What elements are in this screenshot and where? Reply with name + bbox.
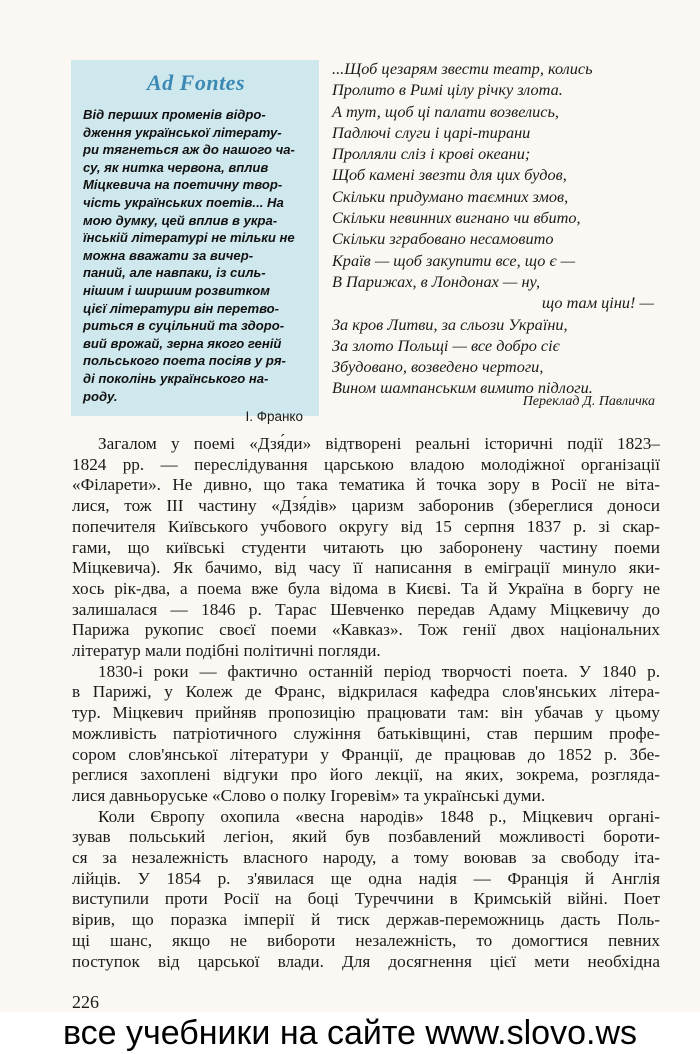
poem-line: Скільки зграбовано несамовито — [332, 229, 554, 249]
sidebar-quote-line: ді поколінь українського на- — [83, 370, 269, 386]
sidebar-quote-line: риться в суцільний та здоро- — [83, 318, 285, 334]
poem-line: Вином шампанським вимито підлоги. — [332, 378, 593, 398]
body-line: хось рік-два, а поема вже була відома в Києві. Та й Україна в боргу не — [72, 578, 660, 598]
body-line: лися давньоруське «Слово о полку Ігоревім» та українські думи. — [72, 785, 546, 805]
ad-fontes-sidebar — [71, 60, 319, 425]
body-line: сором слов'янської літератури у Франції, де працював до 1852 р. Збе- — [72, 744, 660, 764]
body-line: вірив, що поразка імперії й тиск держав-переможниць дасть Поль- — [72, 910, 660, 930]
sidebar-quote-line: чість українських поетів... На — [83, 194, 284, 210]
sidebar-quote-line: нішим і ширшим розвитком — [83, 282, 270, 298]
poem-line: Скільки придумано таємних змов, — [332, 186, 569, 206]
poem-line: що там ціни! — — [541, 293, 654, 313]
poem-line: А тут, щоб ці палати возвелись, — [332, 101, 559, 121]
poem-line: В Парижах, в Лондонах — ну, — [332, 271, 541, 291]
poem-excerpt — [332, 58, 662, 399]
body-line: ся за незалежність власного народу, а тому воював за свободу іта- — [72, 848, 660, 868]
body-line: реглися захоплені відгуки про його лекції, на яких, зокрема, розгляда- — [72, 765, 660, 785]
sidebar-quote-line: Від перших променів відро- — [83, 107, 266, 122]
body-line: в Парижі, у Колеж де Франс, відкрилася кафедра слов'янських літера- — [72, 682, 660, 702]
poem-line: Пролито в Римі цілу річку злота. — [332, 80, 563, 100]
sidebar-quote-line: цієї літератури він перетво- — [83, 300, 280, 316]
body-line: виступили проти Росії на боці Туреччини в Кримській війні. Поет — [72, 889, 660, 909]
body-line: Загалом у поемі «Дзя́ди» відтворені реальні історичні події 1823– — [98, 434, 660, 453]
sidebar-quote-line: можна вважати за вичер- — [83, 247, 254, 263]
sidebar-quote-line: Міцкевича на поетичну твор- — [83, 177, 283, 193]
body-line: можливість патріотичного служіння батьківщині, став першим профе- — [72, 723, 660, 743]
sidebar-quote-line: вий врожай, зерна якого геній — [83, 335, 282, 351]
sidebar-quote-line: су, як нитка червона, вплив — [83, 159, 269, 175]
body-line: Парижа рукопис своєї поеми «Кавказ». Тож генії двох національних — [72, 620, 660, 640]
body-line: лися, тож ІІІ частину «Дзя́дів» царизм заборонив (збереглися доноси — [72, 496, 660, 516]
body-line: залишалася — 1846 р. Тарас Шевченко передав Адаму Міцкевичу до — [72, 599, 660, 619]
poem-translation-credit: Переклад Д. Павличка — [522, 394, 655, 409]
sidebar-author: І. Франко — [245, 409, 303, 425]
poem-line: Скільки невинних вигнано чи вбито, — [332, 208, 581, 228]
body-line: «Філарети». Не дивно, що така тематика й точка зору в Росії не віта- — [72, 475, 660, 495]
sidebar-quote-line: дження української літерату- — [83, 124, 282, 140]
sidebar-quote-line: польського поета посіяв у ря- — [83, 353, 286, 369]
body-line: тур. Міцкевич прийняв пропозицію працювати там: він убачав у цьому — [72, 703, 660, 723]
sidebar-quote-line: ри тягнеться аж до нашого ча- — [83, 142, 295, 158]
sidebar-quote-line: роду. — [83, 388, 118, 404]
body-line: 1824 рр. — переслідування царською владою молодіжної організації — [72, 454, 660, 474]
sidebar-quote-line: їнській літературі не тільки не — [83, 230, 295, 246]
body-line: 1830-і роки — фактично останній період творчості поета. У 1840 р. — [98, 661, 660, 681]
body-line: Міцкевича). Як бачимо, від часу її написання в еміграції минуло яки- — [72, 558, 660, 578]
poem-line: ...Щоб цезарям звести театр, колись — [332, 59, 593, 78]
poem-line: Щоб камені звезти для цих будов, — [332, 165, 567, 185]
sidebar-quote — [83, 106, 309, 405]
body-line: лійців. У 1854 р. з'явилася ще одна надія — Франція й Англія — [72, 868, 660, 888]
site-watermark: все учебники на сайте www.slovo.ws — [0, 1012, 700, 1054]
poem-line: За злото Польщі — все добро сіє — [332, 335, 560, 355]
sidebar-title: Ad Fontes — [146, 70, 246, 95]
poem-line: Збудовано, возведено чертоги, — [332, 357, 544, 377]
body-line: літератур мали подібні політичні погляди. — [72, 641, 381, 661]
body-line: Коли Європу охопила «весна народів» 1848 р., Міцкевич органі- — [98, 806, 660, 826]
poem-line: Країв — щоб закупити все, що є — — [332, 250, 576, 270]
body-line: поступок від царської влади. Для досягнення цієї мети необхідна — [72, 951, 660, 971]
main-text — [72, 434, 660, 972]
body-line: попечителя Київського учбового округу від 15 серпня 1837 р. зі скар- — [72, 516, 660, 536]
poem-line: Пролляли сліз і крові океани; — [332, 144, 531, 164]
page-number: 226 — [72, 992, 99, 1012]
poem-line: Падлючі слуги і царі-тирани — [332, 122, 531, 142]
body-line: зував польський легіон, який був позбавлений можливості бороти- — [72, 827, 660, 847]
sidebar-quote-line: паний, але навпаки, із силь- — [83, 265, 266, 281]
body-line: гами, що київські студенти читають цю заборонену частину поеми — [72, 537, 660, 557]
poem-line: За кров Литви, за сльози України, — [332, 314, 568, 334]
sidebar-quote-line: мою думку, цей вплив в укра- — [83, 212, 278, 228]
body-line: щі шанс, якщо не вибороти незалежність, то домогтися певних — [72, 930, 660, 950]
